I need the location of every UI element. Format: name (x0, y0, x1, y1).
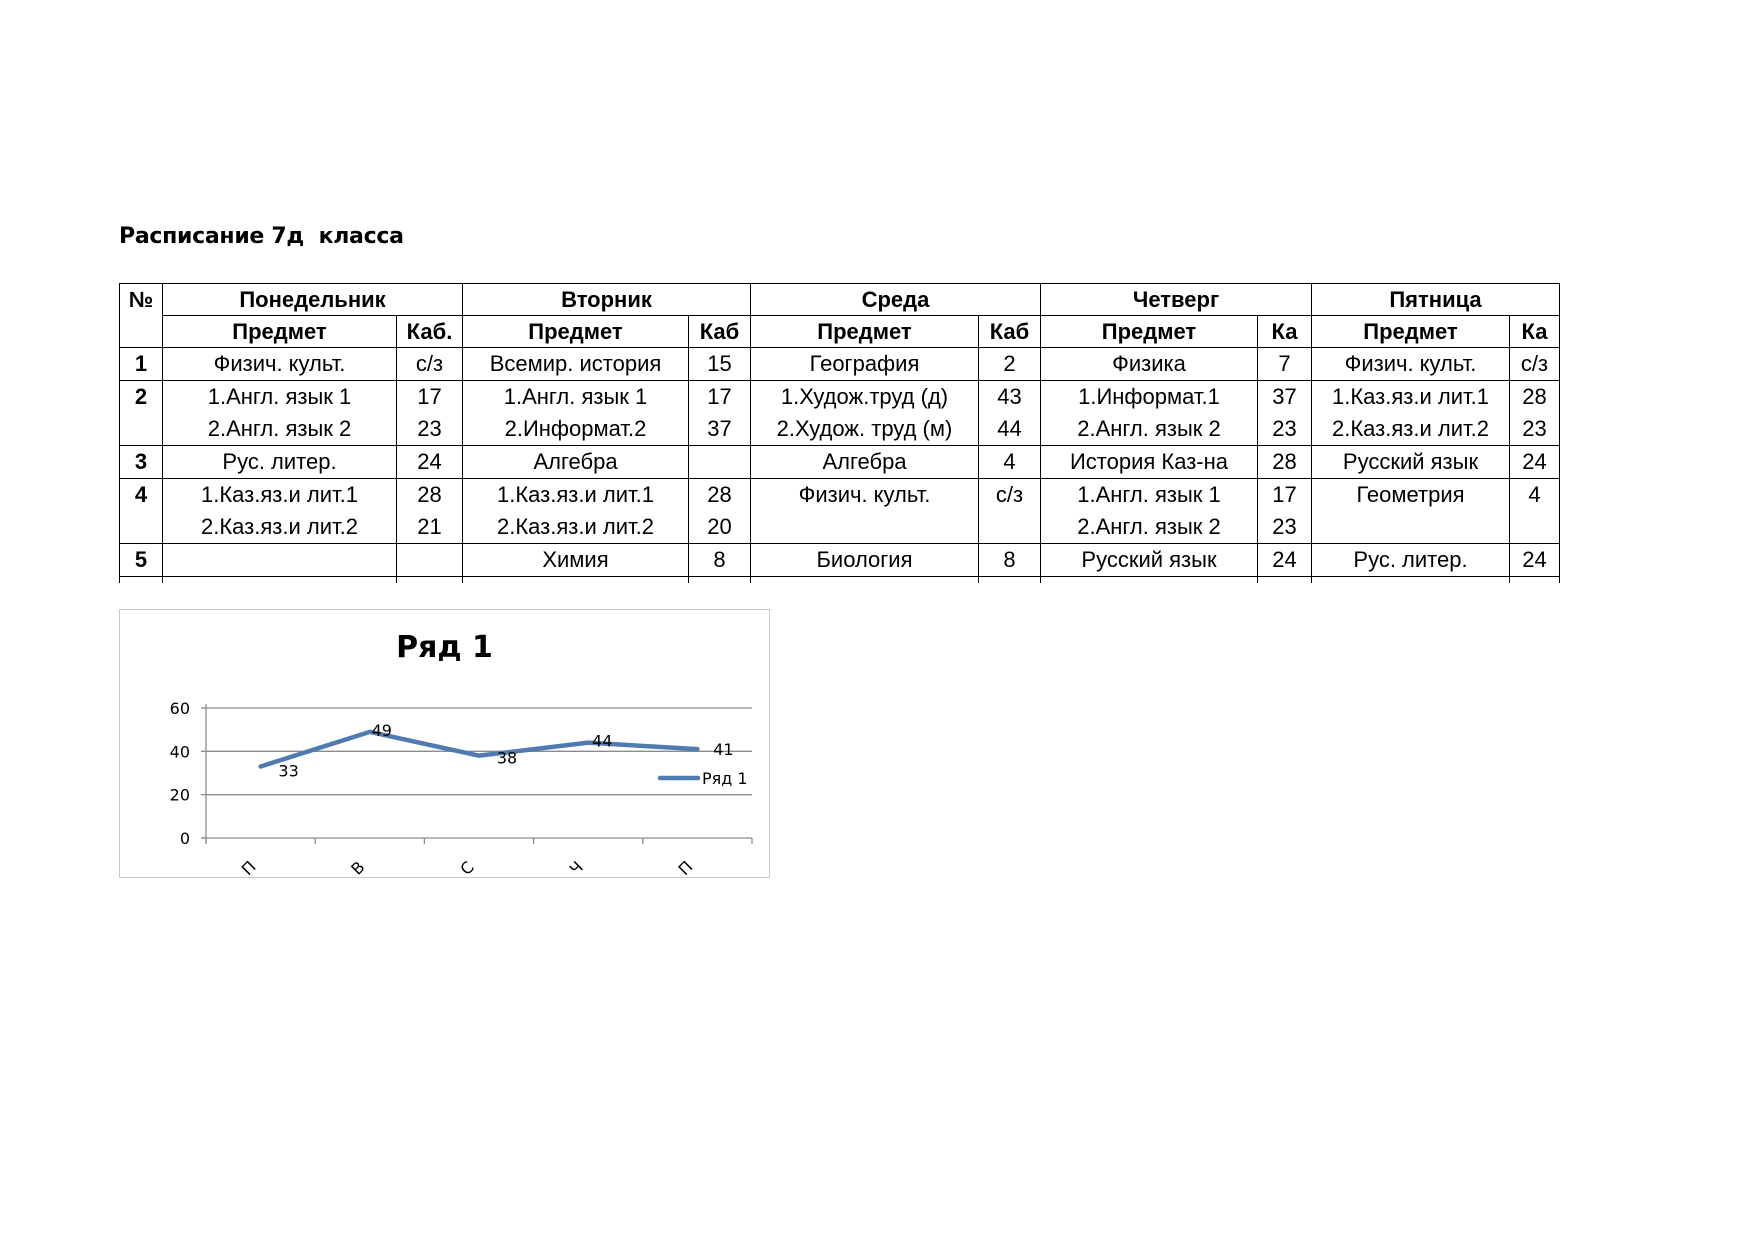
subject-cell (463, 479, 689, 544)
room-cell (979, 544, 1041, 577)
schedule-body (120, 284, 1560, 584)
room-text: 17 (707, 384, 732, 409)
document-title: Расписание 7д класса (119, 224, 404, 249)
subject-text: Физич. культ. (798, 482, 931, 507)
room-cell (1510, 446, 1560, 479)
room-text: с/з (1520, 351, 1549, 376)
room-text (689, 446, 750, 478)
subject-cell (1312, 446, 1510, 479)
day-header-thursday: Четверг (1041, 284, 1312, 316)
subject-text: 1.Худож.труд (д) (780, 384, 949, 409)
subject-header: Предмет (163, 316, 397, 348)
subject-cell (1041, 446, 1258, 479)
room-cell (1258, 479, 1312, 544)
subject-text: 1.Англ. язык 1 (503, 384, 648, 409)
subject-text: 1.Информат.1 (1078, 384, 1220, 409)
x-category-label: С (456, 857, 478, 879)
subject-text: География (809, 351, 920, 376)
lesson-number: 3 (120, 446, 163, 479)
subject-text: Русский язык (1081, 547, 1217, 572)
x-category-label: П (237, 857, 260, 879)
room-cell (1510, 348, 1560, 381)
subject-text (163, 544, 396, 576)
day-header-tuesday: Вторник (463, 284, 751, 316)
subject-text: Рус. литер. (1353, 547, 1468, 572)
room-text: 4 (1003, 449, 1016, 474)
legend-label: Ряд 1 (702, 769, 748, 788)
subject-text: 2.Каз.яз.и лит.2 (497, 514, 654, 539)
y-tick-label: 60 (169, 699, 190, 718)
room-text: с/з (995, 482, 1024, 507)
subject-text: 1.Каз.яз.и лит.1 (201, 482, 358, 507)
room-text: 17 (1272, 482, 1297, 507)
subject-text: 2.Каз.яз.и лит.2 (1332, 416, 1489, 441)
data-label: 44 (592, 731, 613, 751)
room-cell (1510, 479, 1560, 544)
tail-cell (163, 577, 397, 584)
subject-cell (1041, 479, 1258, 544)
schedule-table (119, 283, 1560, 583)
room-cell (1510, 381, 1560, 446)
subject-text: 2.Англ. язык 2 (1077, 514, 1221, 539)
room-text: 37 (707, 416, 732, 441)
subject-text: Химия (542, 547, 609, 572)
subject-text: 2.Англ. язык 2 (1077, 416, 1221, 441)
chart-title: Ряд 1 (396, 630, 493, 665)
subject-cell (163, 348, 397, 381)
room-header: Каб (689, 316, 751, 348)
subject-text: Рус. литер. (222, 449, 337, 474)
tail-cell (1312, 577, 1510, 584)
room-cell (689, 381, 751, 446)
room-header: Ка (1258, 316, 1312, 348)
tail-cell (463, 577, 689, 584)
lesson-number: 2 (120, 381, 163, 446)
room-text: 8 (1003, 547, 1016, 572)
subject-header: Предмет (1041, 316, 1258, 348)
column-header-row (120, 316, 1560, 348)
subject-text: Физика (1112, 351, 1186, 376)
room-text: 17 (417, 384, 442, 409)
data-label: 49 (371, 720, 392, 740)
x-category-label: П (674, 857, 697, 879)
room-cell (1258, 544, 1312, 577)
day-header-wednesday: Среда (751, 284, 1041, 316)
subject-text: Алгебра (533, 449, 618, 474)
lesson-number: 5 (120, 544, 163, 577)
room-text: 37 (1272, 384, 1297, 409)
room-cell (1510, 544, 1560, 577)
subject-cell (463, 381, 689, 446)
number-header: № (120, 284, 163, 348)
room-cell (979, 479, 1041, 544)
room-text: с/з (415, 351, 444, 376)
subject-text: 2.Англ. язык 2 (207, 416, 352, 441)
subject-cell (751, 446, 979, 479)
room-header: Ка (1510, 316, 1560, 348)
room-text: 21 (417, 514, 442, 539)
room-text: 24 (1522, 547, 1547, 572)
subject-header: Предмет (1312, 316, 1510, 348)
x-category-label: Ч (565, 857, 587, 879)
subject-text: Биология (816, 547, 913, 572)
subject-text: Русский язык (1342, 449, 1479, 474)
room-text: 7 (1278, 351, 1291, 376)
room-text (979, 511, 1040, 543)
subject-cell (1041, 544, 1258, 577)
room-cell (1258, 381, 1312, 446)
subject-cell (751, 479, 979, 544)
room-cell (397, 381, 463, 446)
subject-text: Физич. культ. (213, 351, 346, 376)
room-cell (689, 544, 751, 577)
subject-text (1312, 511, 1509, 543)
subject-text: 1.Каз.яз.и лит.1 (1332, 384, 1489, 409)
tail-cell (1258, 577, 1312, 584)
tail-cell (689, 577, 751, 584)
lesson-row (120, 544, 1560, 577)
room-text (397, 544, 462, 576)
subject-cell (1312, 381, 1510, 446)
lesson-row (120, 479, 1560, 544)
subject-cell (463, 348, 689, 381)
data-label: 33 (278, 761, 299, 781)
room-cell (397, 446, 463, 479)
subject-text: 2.Каз.яз.и лит.2 (201, 514, 358, 539)
room-text: 23 (1272, 514, 1297, 539)
subject-cell (463, 544, 689, 577)
tail-cell (120, 577, 163, 584)
room-cell (689, 348, 751, 381)
subject-cell (163, 544, 397, 577)
lesson-row (120, 381, 1560, 446)
tail-cell (397, 577, 463, 584)
subject-text: 1.Англ. язык 1 (1077, 482, 1221, 507)
subject-text: Алгебра (822, 449, 907, 474)
subject-text (751, 511, 978, 543)
room-text: 8 (713, 547, 726, 572)
tail-cell (1510, 577, 1560, 584)
subject-text: 1.Каз.яз.и лит.1 (497, 482, 654, 507)
y-tick-label: 0 (179, 829, 190, 848)
room-text: 24 (1272, 547, 1297, 572)
room-cell (689, 446, 751, 479)
line-chart (119, 609, 770, 878)
lesson-row (120, 348, 1560, 381)
subject-cell (163, 381, 397, 446)
subject-cell (751, 544, 979, 577)
room-cell (1258, 446, 1312, 479)
subject-cell (1312, 544, 1510, 577)
room-text: 44 (997, 416, 1022, 441)
subject-text: 2.Информат.2 (504, 416, 647, 441)
room-cell (397, 479, 463, 544)
room-text: 23 (417, 416, 442, 441)
subject-header: Предмет (751, 316, 979, 348)
room-text: 4 (1528, 482, 1541, 507)
tail-cell (751, 577, 979, 584)
room-cell (979, 348, 1041, 381)
room-cell (1258, 348, 1312, 381)
subject-cell (1312, 348, 1510, 381)
subject-text: Физич. культ. (1344, 351, 1477, 376)
lesson-number: 1 (120, 348, 163, 381)
room-text: 23 (1272, 416, 1297, 441)
room-text: 2 (1003, 351, 1016, 376)
room-text: 43 (997, 384, 1022, 409)
room-text: 24 (417, 449, 442, 474)
day-header-row (120, 284, 1560, 316)
table-tail-row (120, 577, 1560, 584)
subject-header: Предмет (463, 316, 689, 348)
subject-text: Геометрия (1356, 482, 1465, 507)
lesson-number: 4 (120, 479, 163, 544)
y-tick-label: 40 (169, 742, 190, 762)
subject-text: История Каз-на (1069, 449, 1229, 474)
tail-cell (979, 577, 1041, 584)
y-tick-label: 20 (169, 785, 190, 805)
data-label: 38 (496, 748, 518, 768)
room-text: 15 (707, 351, 732, 376)
subject-cell (1041, 381, 1258, 446)
room-header: Каб (979, 316, 1041, 348)
data-label: 41 (713, 740, 734, 760)
room-cell (979, 381, 1041, 446)
subject-cell (163, 479, 397, 544)
tail-cell (1041, 577, 1258, 584)
x-category-label: В (347, 857, 369, 879)
room-cell (397, 544, 463, 577)
subject-cell (1312, 479, 1510, 544)
day-header-friday: Пятница (1312, 284, 1560, 316)
room-text: 23 (1522, 416, 1547, 441)
room-cell (689, 479, 751, 544)
day-header-monday: Понедельник (163, 284, 463, 316)
subject-cell (463, 446, 689, 479)
subject-cell (1041, 348, 1258, 381)
subject-text: 2.Худож. труд (м) (776, 416, 953, 441)
room-cell (397, 348, 463, 381)
room-text: 28 (1522, 384, 1547, 409)
lesson-row (120, 446, 1560, 479)
room-text: 28 (707, 482, 732, 507)
room-text: 20 (707, 514, 732, 539)
room-cell (979, 446, 1041, 479)
subject-text: 1.Англ. язык 1 (207, 384, 352, 409)
subject-text: Всемир. история (489, 351, 662, 376)
room-text: 28 (1272, 449, 1297, 474)
series-line (261, 732, 698, 767)
room-text: 28 (417, 482, 442, 507)
room-text (1510, 511, 1559, 543)
subject-cell (163, 446, 397, 479)
subject-cell (751, 381, 979, 446)
room-text: 24 (1522, 449, 1547, 474)
room-header: Каб. (397, 316, 463, 348)
subject-cell (751, 348, 979, 381)
